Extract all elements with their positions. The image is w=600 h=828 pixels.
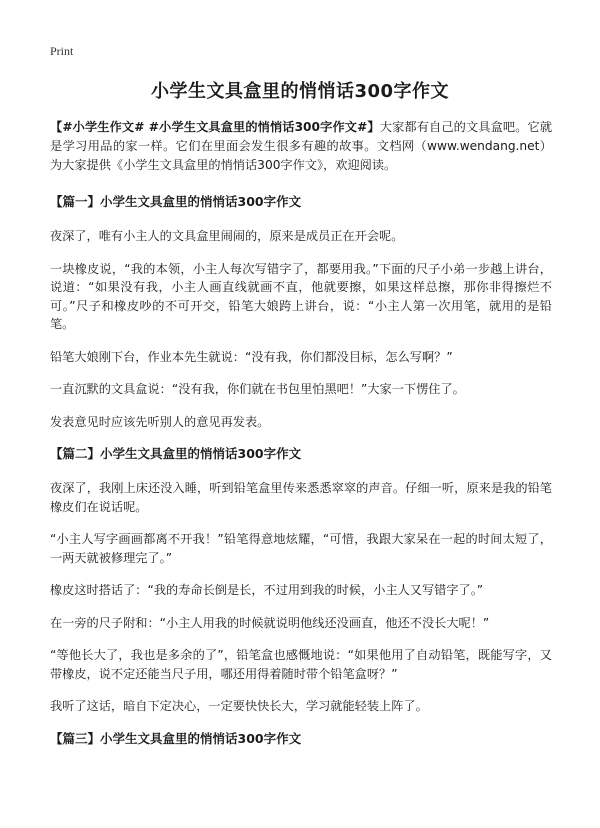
section-2-paragraph: 橡皮这时搭话了：“我的寿命长倒是长，不过用到我的时候，小主人又写错字了。” [50, 583, 484, 597]
section-1-paragraph: 夜深了，唯有小主人的文具盒里闹闹的，原来是成员正在开会呢。 [50, 229, 404, 243]
section-1-paragraph: 铅笔大娘刚下台，作业本先生就说：“没有我，你们都没目标，怎么写啊？” [50, 349, 453, 364]
section-heading-1: 【篇一】小学生文具盒里的悄悄话300字作文 [50, 194, 302, 209]
section-1-paragraph: 一块橡皮说，“我的本领，小主人每次写错字了，都要用我。”下面的尺子小弟一步越上讲台，说道：“如果没有我，小主人画直线就画不直，他就要擦，如果这样总擦，那你非得擦烂不可。”尺子和橡皮吵的不可开交，铅笔大娘跨上讲台，说：“小主人第一次用笔，就用的是铅笔。 [50, 261, 552, 331]
section-2-paragraph: 在一旁的尺子附和：“小主人用我的时候就说明他线还没画直，他还不没长大呢！” [50, 615, 490, 630]
intro-lead: 【#小学生作文# #小学生文具盒里的悄悄话300字作文#】 [50, 120, 380, 134]
section-heading-2: 【篇二】小学生文具盒里的悄悄话300字作文 [50, 446, 302, 461]
intro-text: 大家都有自己的文具盒吧。它就是学习用品的家一样。它们在里面会发生很多有趣的故事。文档网（www.wendang.net）为大家提供《小学生文具盒里的悄悄话300字作文》，欢迎阅读。 [50, 120, 553, 172]
section-2-paragraph: “小主人写字画画都离不开我！”铅笔得意地炫耀，“可惜，我跟大家呆在一起的时间太短了，一两天就被修理完了。” [50, 532, 552, 565]
section-2-paragraph: “等他长大了，我也是多余的了”，铅笔盒也感慨地说：“如果他用了自动铅笔，既能写字，又带橡皮，说不定还能当尺子用，哪还用得着随时带个铅笔盒呀？” [50, 648, 552, 681]
section-2-paragraph: 我听了这话，暗自下定决心，一定要快快长大，学习就能轻装上阵了。 [50, 699, 428, 713]
article-body [50, 118, 552, 764]
page-title: 小学生文具盒里的悄悄话300字作文 [150, 81, 450, 102]
intro-paragraph [50, 118, 552, 175]
section-1-paragraph: 发表意见时应该先听别人的意见再发表。 [50, 414, 270, 429]
print-link[interactable]: Print [50, 44, 74, 58]
section-heading-3: 【篇三】小学生文具盒里的悄悄话300字作文 [50, 730, 302, 746]
section-2-paragraph: 夜深了，我刚上床还没入睡，听到铅笔盒里传来悉悉窣窣的声音。仔细一听，原来是我的铅笔橡皮们在说话呢。 [50, 481, 552, 514]
section-1-paragraph: 一直沉默的文具盒说：“没有我，你们就在书包里怕黑吧！”大家一下愣住了。 [50, 382, 465, 396]
